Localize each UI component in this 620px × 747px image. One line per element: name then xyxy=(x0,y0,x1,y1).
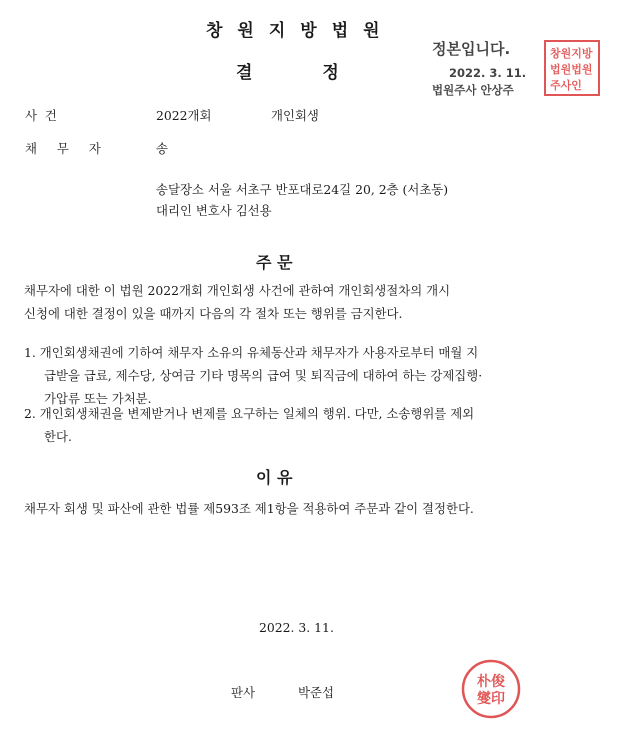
case-label: 사 건 xyxy=(25,108,59,123)
debtor-agent: 대리인 변호사 김선용 xyxy=(156,203,272,218)
judge-name: 박준섭 xyxy=(298,685,334,700)
order-intro xyxy=(24,279,450,325)
court-name: 창원지방법원 xyxy=(206,21,395,41)
reason-text: 채무자 회생 및 파산에 관한 법률 제593조 제1항을 적용하여 주문과 같이 결정한다. xyxy=(24,501,474,516)
order-intro-line2: 신청에 대한 결정이 있을 때까지 다음의 각 절차 또는 행위를 금지한다. xyxy=(24,306,403,321)
order-item-1-line2: 급받을 급료, 제수당, 상여금 기타 명목의 급여 및 퇴직금에 대하여 하는 강제집행· xyxy=(44,368,483,383)
reason-heading: 이 유 xyxy=(256,468,293,487)
order-item-2-line2: 한다. xyxy=(44,429,72,444)
order-intro-line1: 채무자에 대한 이 법원 2022개회 개인회생 사건에 관하여 개인회생절차의 개시 xyxy=(24,283,451,298)
certification-text: 정본입니다. xyxy=(432,40,511,58)
case-number: 2022개회 xyxy=(156,108,212,123)
svg-text:朴俊: 朴俊 xyxy=(477,674,505,690)
debtor-address: 송달장소 서울 서초구 반포대로24길 20, 2층 (서초동) xyxy=(156,182,449,197)
case-name: 개인회생 xyxy=(271,108,319,123)
order-item-1-line1: 1. 개인회생채권에 기하여 채무자 소유의 유체동산과 채무자가 사용자로부터 매월 지 xyxy=(24,345,479,360)
debtor-label: 채 무 자 xyxy=(25,141,109,156)
document-type: 결정 xyxy=(236,63,409,83)
order-item-2 xyxy=(24,402,474,448)
order-heading: 주 문 xyxy=(256,253,293,272)
order-item-1 xyxy=(24,341,482,410)
certification-date: 2022. 3. 11. xyxy=(449,66,527,80)
judge-seal-stamp xyxy=(458,656,524,722)
order-item-2-line1: 2. 개인회생채권을 변제받거나 변제를 요구하는 일체의 행위. 다만, 소송행위를 제외 xyxy=(24,406,475,421)
court-seal-stamp: 창원지방 법원법원 주사인 xyxy=(544,40,600,96)
debtor-name: 송 xyxy=(156,141,168,156)
svg-text:燮印: 燮印 xyxy=(477,691,505,707)
order-item-1-line3: 가압류 또는 가처분. xyxy=(44,391,152,406)
decision-date: 2022. 3. 11. xyxy=(259,620,334,635)
judge-title: 판사 xyxy=(231,685,255,700)
certification-clerk: 법원주사 안상주 xyxy=(432,83,514,97)
